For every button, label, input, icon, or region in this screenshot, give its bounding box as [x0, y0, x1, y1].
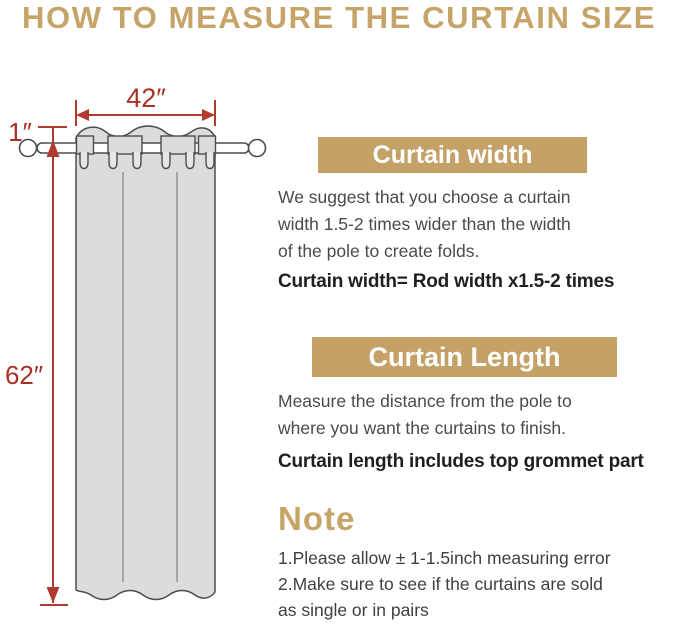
top-gap-label: 1″ [8, 117, 32, 147]
curtain-width-formula: Curtain width= Rod width x1.5-2 times [278, 271, 615, 292]
curtain-width-line-2: width 1.5-2 times wider than the width [278, 214, 571, 234]
curtain-width-banner: Curtain width [318, 137, 587, 173]
curtain-width-line-1: We suggest that you choose a curtain [278, 187, 571, 207]
curtain-length-line-1: Measure the distance from the pole to [278, 391, 572, 411]
note-list [278, 545, 611, 623]
note-heading: Note [278, 500, 356, 537]
curtain-length-banner: Curtain Length [312, 337, 617, 377]
curtain-length-formula: Curtain length includes top grommet part [278, 451, 644, 472]
width-arrow-left [76, 109, 89, 121]
curtain-width-line-3: of the pole to create folds. [278, 241, 480, 261]
note-line-3: as single or in pairs [278, 600, 429, 620]
curtain-length-paragraph [278, 388, 572, 442]
curtain-rod [37, 143, 249, 153]
curtain-panel [76, 126, 215, 600]
width-dimension-label: 42″ [126, 83, 166, 113]
curtain-diagram [0, 80, 280, 626]
note-line-1: 1.Please allow ± 1-1.5inch measuring error [278, 548, 611, 568]
curtain-width-paragraph [278, 184, 571, 265]
length-arrow-down [47, 587, 60, 603]
note-line-2: 2.Make sure to see if the curtains are sold [278, 574, 603, 594]
length-dimension-label: 62″ [4, 360, 44, 390]
page-title: HOW TO MEASURE THE CURTAIN SIZE [22, 0, 657, 35]
width-arrow-right [202, 109, 215, 121]
curtain-length-line-2: where you want the curtains to finish. [278, 418, 566, 438]
rod-finial-right [249, 140, 266, 157]
